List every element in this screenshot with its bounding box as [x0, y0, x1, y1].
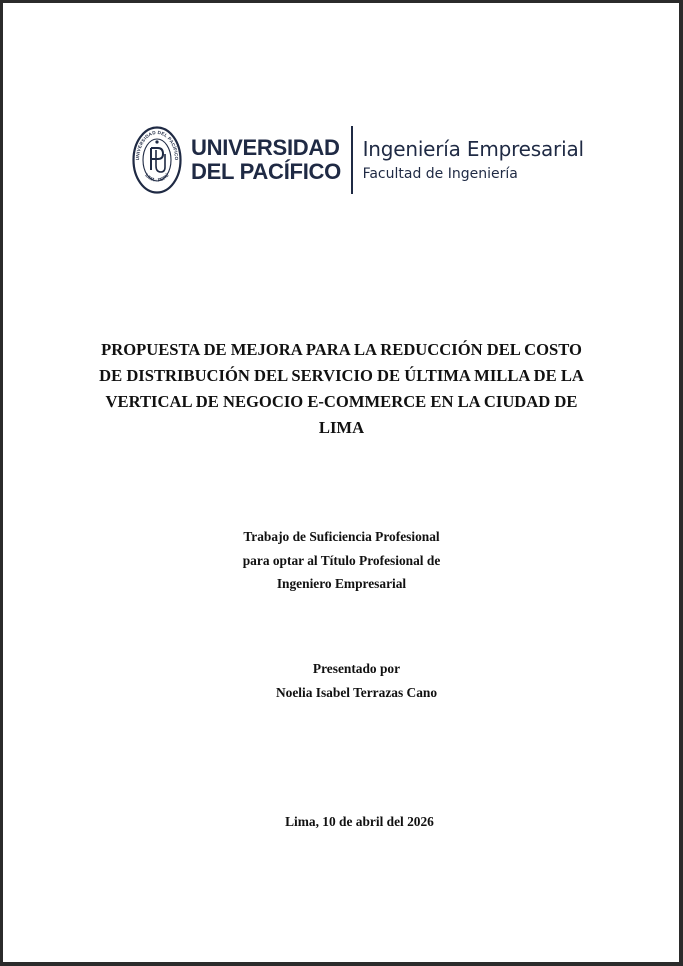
- program-name: Ingeniería Empresarial: [362, 137, 584, 161]
- logo-divider: [351, 126, 353, 194]
- title-line: LIMA: [318, 418, 365, 437]
- title-line: DE DISTRIBUCIÓN DEL SERVICIO DE ÚLTIMA MILLA DE LA: [99, 366, 584, 385]
- university-name-line1: UNIVERSIDAD: [191, 135, 340, 160]
- university-name: [191, 136, 341, 184]
- seal-text-bottom: LIMA · PERÚ: [144, 172, 170, 183]
- thesis-type-line: Trabajo de Suficiencia Profesional: [243, 529, 440, 544]
- university-name-line2: DEL PACÍFICO: [191, 159, 342, 184]
- thesis-type: [0, 525, 683, 596]
- university-seal-icon: [132, 126, 182, 194]
- svg-text:LIMA · PERÚ: [144, 171, 170, 182]
- faculty-block: [363, 136, 584, 184]
- author-name: Noelia Isabel Terrazas Cano: [275, 684, 438, 700]
- faculty-name: Facultad de Ingeniería: [362, 166, 518, 182]
- university-logo: [132, 125, 584, 195]
- seal-text-top: UNIVERSIDAD DEL PACÍFICO: [134, 129, 180, 161]
- place-and-date: [18, 810, 683, 834]
- title-line: PROPUESTA DE MEJORA PARA LA REDUCCIÓN DEL COSTO: [101, 340, 582, 359]
- author-block: [15, 657, 683, 704]
- thesis-type-line: para optar al Título Profesional de: [242, 552, 441, 568]
- place-date-text: Lima, 10 de abril del 2026: [285, 814, 434, 829]
- title-line: VERTICAL DE NEGOCIO E-COMMERCE EN LA CIUDAD DE: [105, 392, 578, 411]
- thesis-title: [90, 337, 593, 441]
- thesis-type-line: Ingeniero Empresarial: [276, 576, 407, 591]
- presented-by-label: Presentado por: [312, 661, 401, 676]
